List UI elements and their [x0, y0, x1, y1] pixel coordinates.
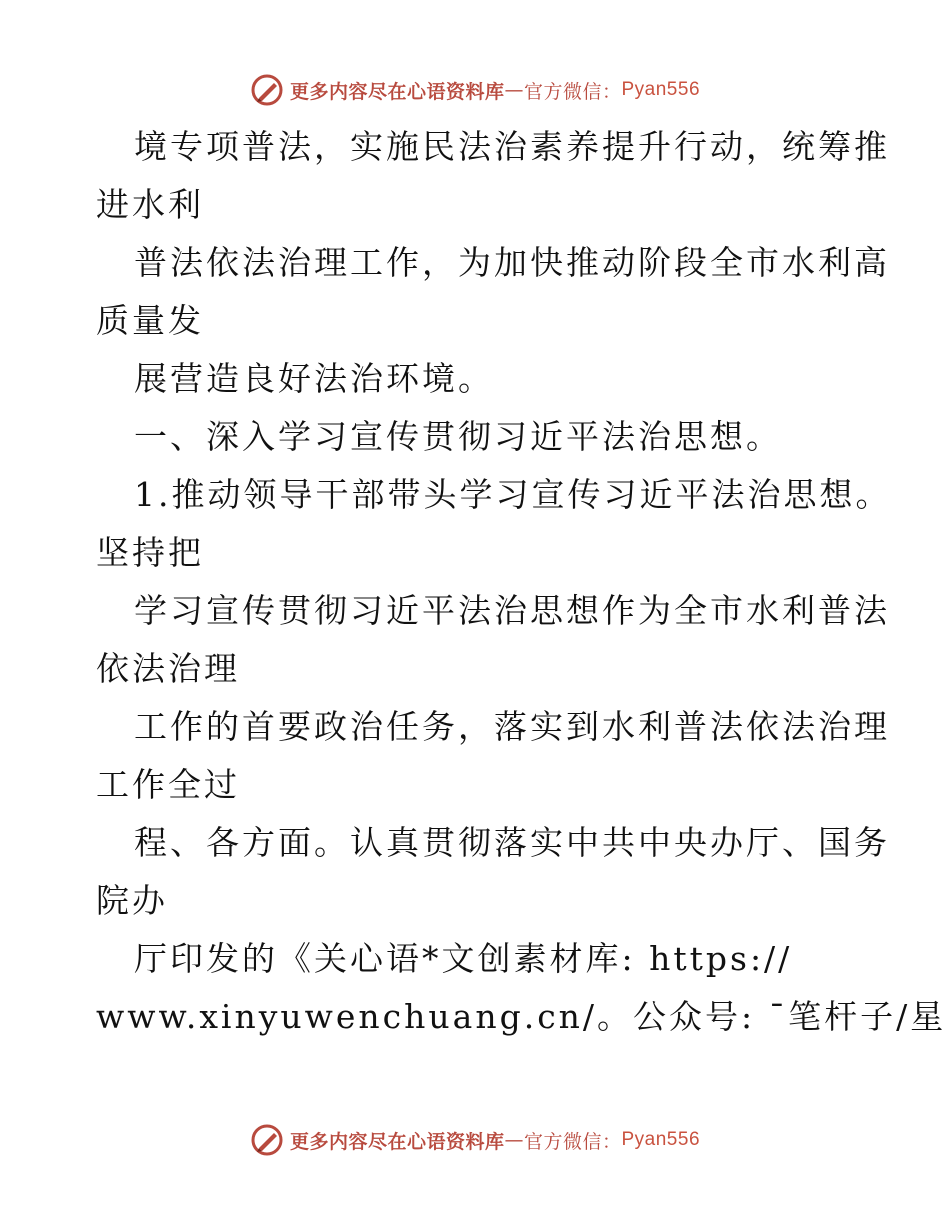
pen-logo-icon: [250, 73, 284, 107]
header-banner: [0, 70, 950, 110]
footer-banner: [0, 1120, 950, 1160]
body-line: 坚持把: [96, 533, 204, 572]
body-line: 展营造良好法治环境。: [134, 359, 494, 398]
body-line: 依法治理: [96, 649, 240, 688]
banner-wechat-label: 官方微信：: [523, 80, 622, 103]
body-line: 院办: [96, 881, 168, 920]
body-line: 普法依法治理工作，为加快推动阶段全市水利高: [134, 243, 890, 282]
body-line: 学习宣传贯彻习近平法治思想作为全市水利普法: [134, 591, 890, 630]
pen-logo-icon: [250, 1123, 284, 1157]
document-body: [96, 118, 947, 1046]
body-line: 境专项普法，实施民法治素养提升行动，统筹推: [134, 127, 890, 166]
body-line: 1.推动领导干部带头学习宣传习近平法治思想。: [134, 475, 892, 514]
body-line: www.xinyuwenchuang.cn/。公众号: ¯笔杆子/星: [96, 997, 947, 1036]
banner-wechat-label: 官方微信：: [523, 1130, 622, 1153]
banner-wechat-id: Pyan556: [621, 1129, 701, 1150]
banner-separator: —: [504, 1129, 524, 1151]
body-line: 程、各方面。认真贯彻落实中共中央办厅、国务: [134, 823, 890, 862]
banner-wechat-id: Pyan556: [621, 79, 701, 100]
body-line: 进水利: [96, 185, 204, 224]
body-line: 工作的首要政治任务，落实到水利普法依法治理: [134, 707, 890, 746]
body-line: 质量发: [96, 301, 204, 340]
body-line: 工作全过: [96, 765, 240, 804]
banner-separator: —: [504, 79, 524, 101]
banner-main-text: 更多内容尽在心语资料库: [289, 1130, 505, 1153]
body-line: 厅印发的《关心语*文创素材库: https://: [134, 939, 793, 978]
section-heading: 一、深入学习宣传贯彻习近平法治思想。: [134, 417, 782, 456]
banner-main-text: 更多内容尽在心语资料库: [289, 80, 505, 103]
